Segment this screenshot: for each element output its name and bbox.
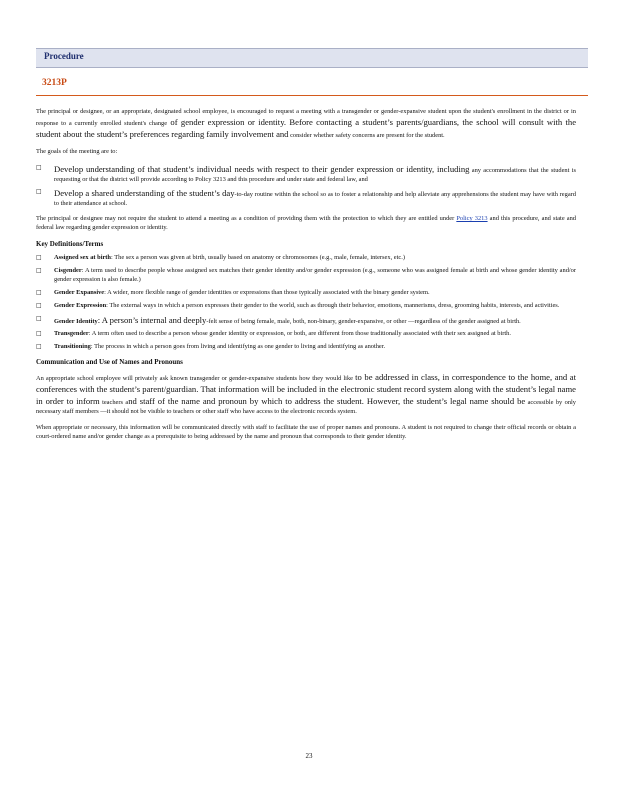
policy-code: 3213P — [42, 78, 67, 88]
list-item: □ Gender Expansive: A wider, more flexible range of gender identities or expressions than those typically associated with the binary gender system. — [36, 288, 430, 296]
communication-heading: Communication and Use of Names and Pronouns — [36, 358, 183, 367]
goals-intro: The goals of the meeting are to: — [36, 147, 118, 155]
heading-rule — [36, 95, 588, 96]
policy-link[interactable]: Policy 3213 — [456, 215, 488, 223]
page-number: 23 — [305, 752, 313, 760]
checkbox-glyph-icon: □ — [36, 330, 42, 338]
checkbox-glyph-icon: □ — [36, 163, 42, 171]
definitions-list — [36, 254, 576, 352]
checkbox-glyph-icon: □ — [36, 343, 42, 351]
principal-paragraph: The principal or designee may not require the student to attend a meeting as a condition of providing them with the protection to which they are entitled under Policy 3213 and this procedure, and state and federal law regarding gender expression or identity. — [36, 215, 576, 232]
list-item: □ Assigned sex at birth: The sex a person was given at birth, usually based on anatomy or chromosomes (e.g., male, female, intersex, etc.) — [36, 253, 405, 261]
section-label: Procedure — [44, 51, 84, 61]
list-item: □ Transgender: A term often used to describe a person whose gender identity or expression, or both, are different from those traditionally associated with their sex assigned at birth. — [36, 330, 511, 338]
checkbox-glyph-icon: □ — [36, 301, 42, 309]
section-header-band — [36, 48, 588, 68]
communication-paragraph-1: An appropriate school employee will privately ask known transgender or gender-expansive students how they would like to be addressed in class, in correspondence to the home, and at conferences with the student’s parent/guardian. That information will be included in the electronic student record system along with the student’s legal name in order to inform teachers and staff of the name and pronoun by which to address the student. However, the student’s legal name should be accessible by only necessary staff members —it should not be visible to teachers or other staff who have access to the electronic records system. — [36, 372, 577, 415]
definitions-heading: Key Definitions/Terms — [36, 240, 104, 249]
checkbox-glyph-icon: □ — [36, 314, 42, 322]
intro-paragraph: The principal or designee, or an appropriate, designated school employee, is encouraged to request a meeting with a transgender or gender-expansive student upon the student's enrollment in the district or in response to a currently enrolled student's change of gender expression or identity. Before contacting a student’s parents/guardians, the school will consult with the student about the student’s preferences regarding family involvement and consider whether safety concerns are present for the student. — [36, 108, 577, 139]
checkbox-glyph-icon: □ — [36, 188, 42, 196]
goals-list — [36, 164, 576, 210]
list-item: □ Gender Expression: The external ways in which a person expresses their gender to the world, such as through their behavior, emotions, mannerisms, dress, grooming habits, interests, and activities. — [36, 301, 560, 309]
document-body — [36, 108, 576, 449]
list-item: □ Transitioning: The process in which a person goes from living and identifying as one gender to living and identifying as another. — [36, 343, 386, 351]
checkbox-glyph-icon: □ — [36, 253, 42, 261]
list-item: □ Develop understanding of that student’s individual needs with respect to their gender expression or identity, including any accommodations that the student is requesting or that the district will provide according to Policy 3213 and this procedure and under state and federal law, and — [36, 163, 576, 183]
list-item: □ Develop a shared understanding of the student’s day-to-day routine within the school so as to foster a relationship and help alleviate any apprehensions the student may have with regard to their attendance at school. — [36, 188, 576, 208]
checkbox-glyph-icon: □ — [36, 288, 42, 296]
list-item: □ Cisgender: A term used to describe people whose assigned sex matches their gender identity and/or gender expression (e.g., someone who was assigned female at birth and whose gender identity and/or gender expression is also female.) — [36, 266, 576, 283]
list-item: □ Gender Identity: A person’s internal and deeply-felt sense of being female, male, both, non-binary, gender-expansive, or other —regardless of the gender assigned at birth. — [36, 314, 521, 325]
checkbox-glyph-icon: □ — [36, 266, 42, 274]
communication-paragraph-2: When appropriate or necessary, this information will be communicated directly with staff to facilitate the use of proper names and pronouns. A student is not required to change their official records or obtain a court-ordered name and/or gender change as a prerequisite to being addressed by the name and pronoun that corresponds to their gender identity. — [36, 423, 576, 440]
